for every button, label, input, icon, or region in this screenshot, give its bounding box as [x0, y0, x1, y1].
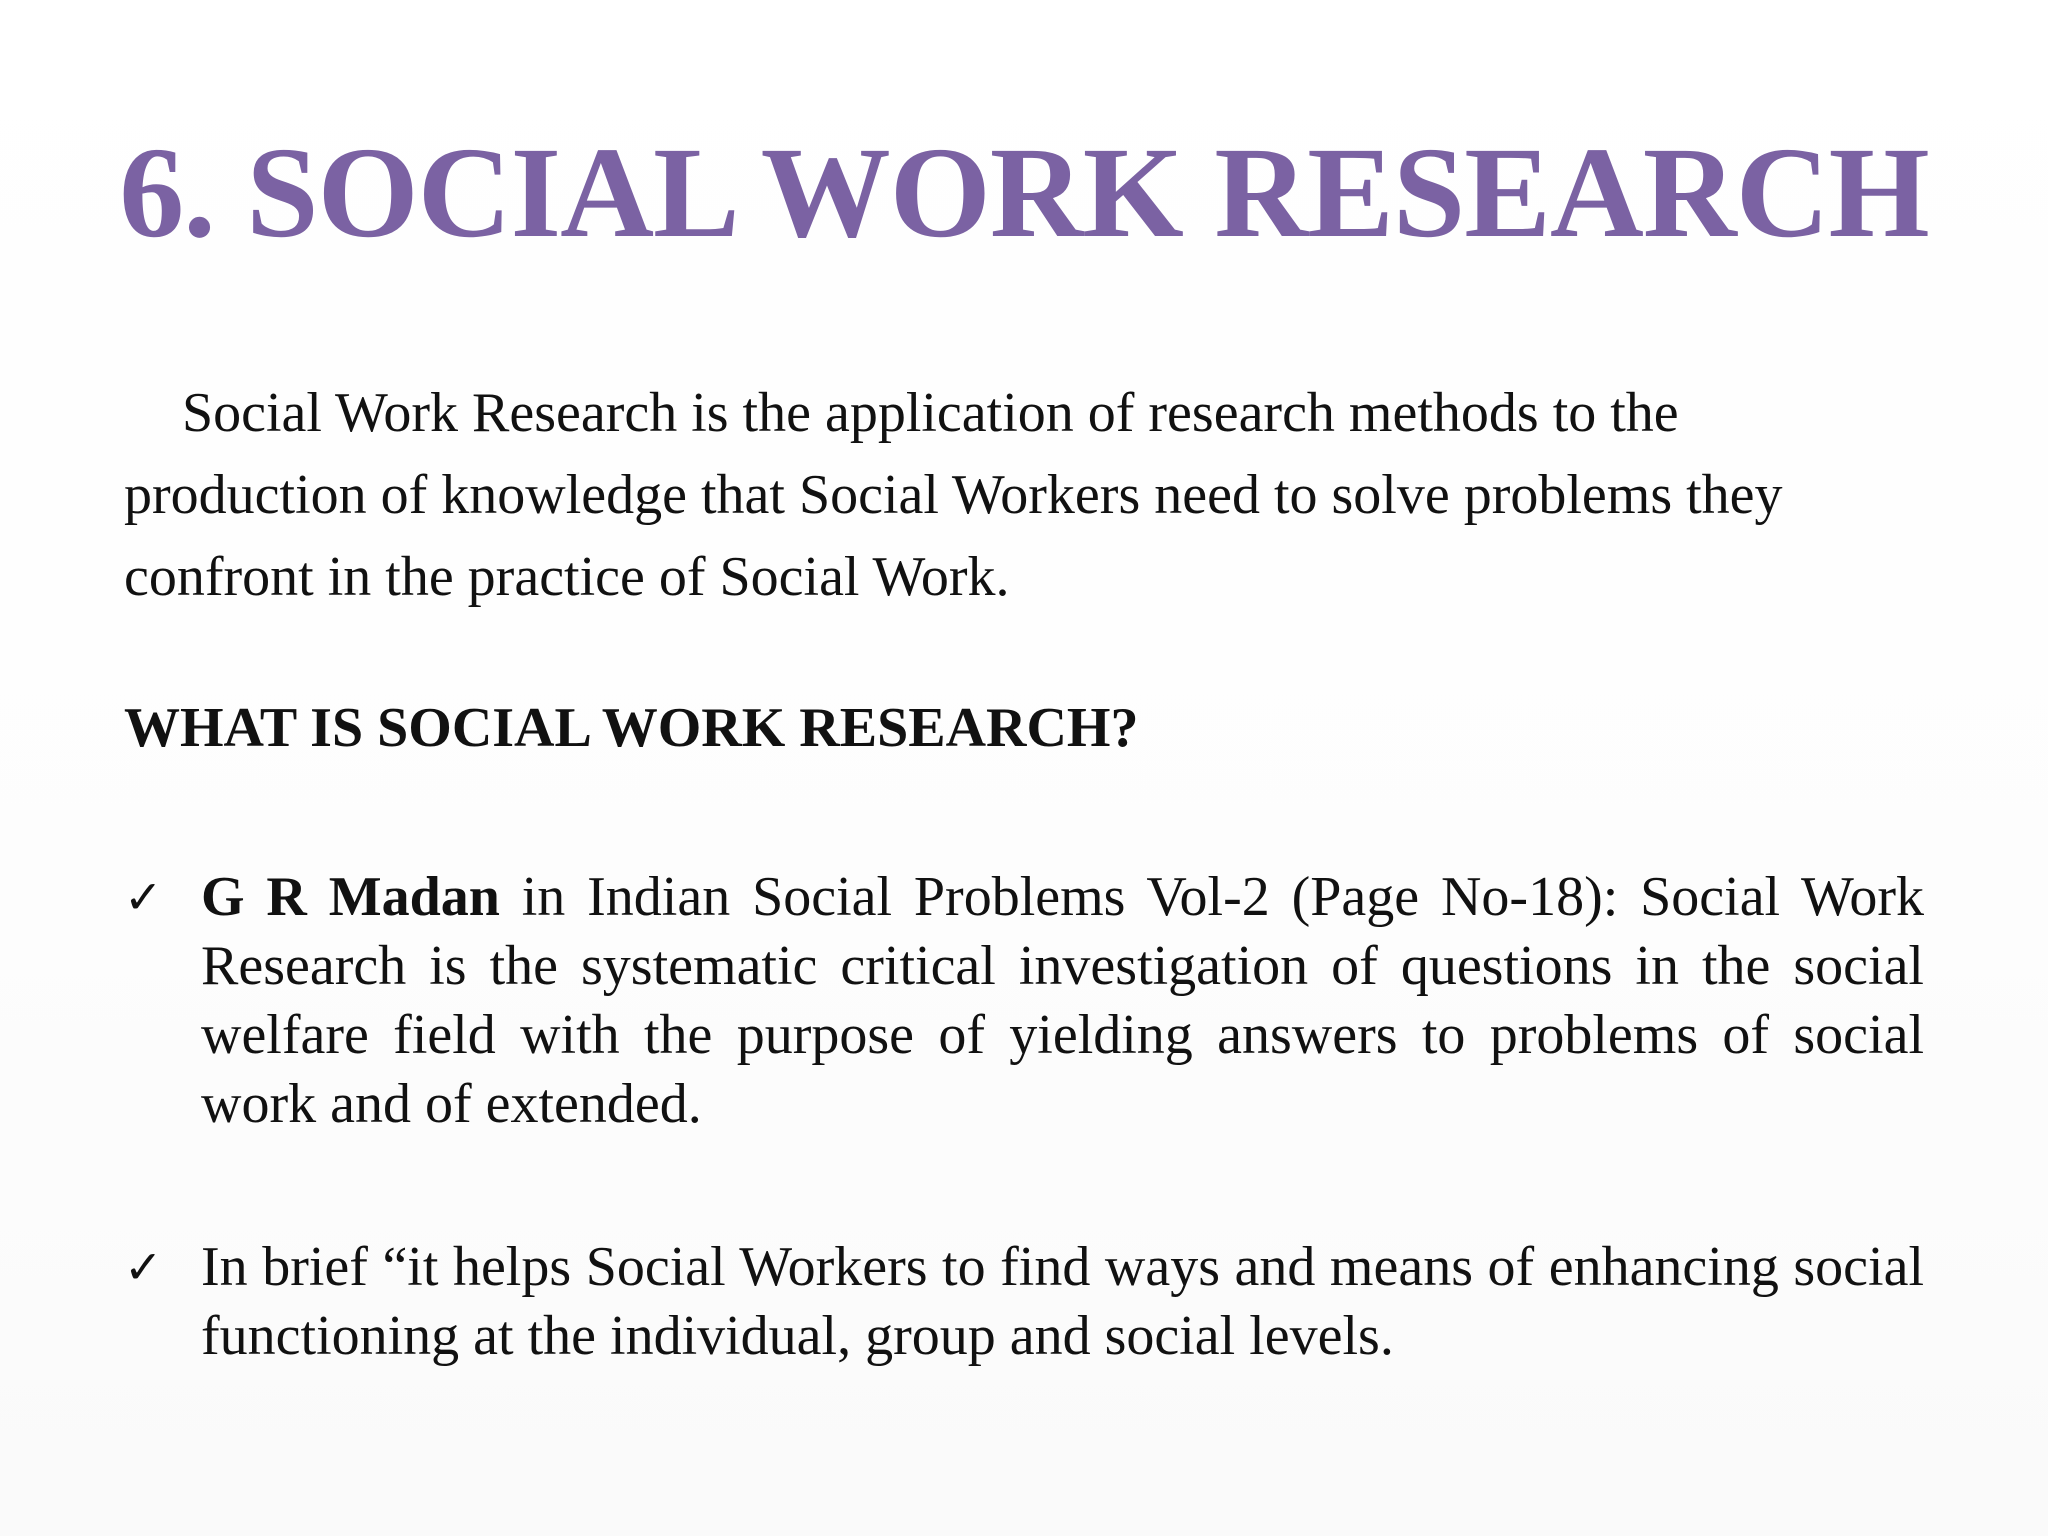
bullet-item	[124, 1233, 1924, 1371]
bullet-body: in Indian Social Problems Vol-2 (Page No-18): Social Work Research is the systematic critical investigation of questions in the social welfare field with the purpose of yielding answers to problems of social work and of extended.	[201, 866, 1924, 1135]
checkmark-icon: ✓	[124, 1240, 163, 1294]
intro-line: confront in the practice of Social Work.	[124, 546, 1010, 608]
slide-title: 6. SOCIAL WORK RESEARCH	[119, 121, 1929, 265]
bullet-text	[201, 863, 1924, 1139]
bullet-item	[124, 863, 1924, 1139]
checkmark-icon: ✓	[124, 870, 163, 924]
intro-line: Social Work Research is the application of research methods to the	[182, 382, 1679, 444]
intro-paragraph	[124, 372, 1924, 618]
bullet-body: In brief “it helps Social Workers to find ways and means of enhancing social functioning at the individual, group and social levels.	[201, 1236, 1924, 1367]
bullet-author: G R Madan	[201, 866, 500, 928]
section-heading: WHAT IS SOCIAL WORK RESEARCH?	[124, 697, 1139, 759]
intro-line: production of knowledge that Social Workers need to solve problems they	[124, 464, 1783, 526]
bullet-text	[201, 1233, 1924, 1371]
